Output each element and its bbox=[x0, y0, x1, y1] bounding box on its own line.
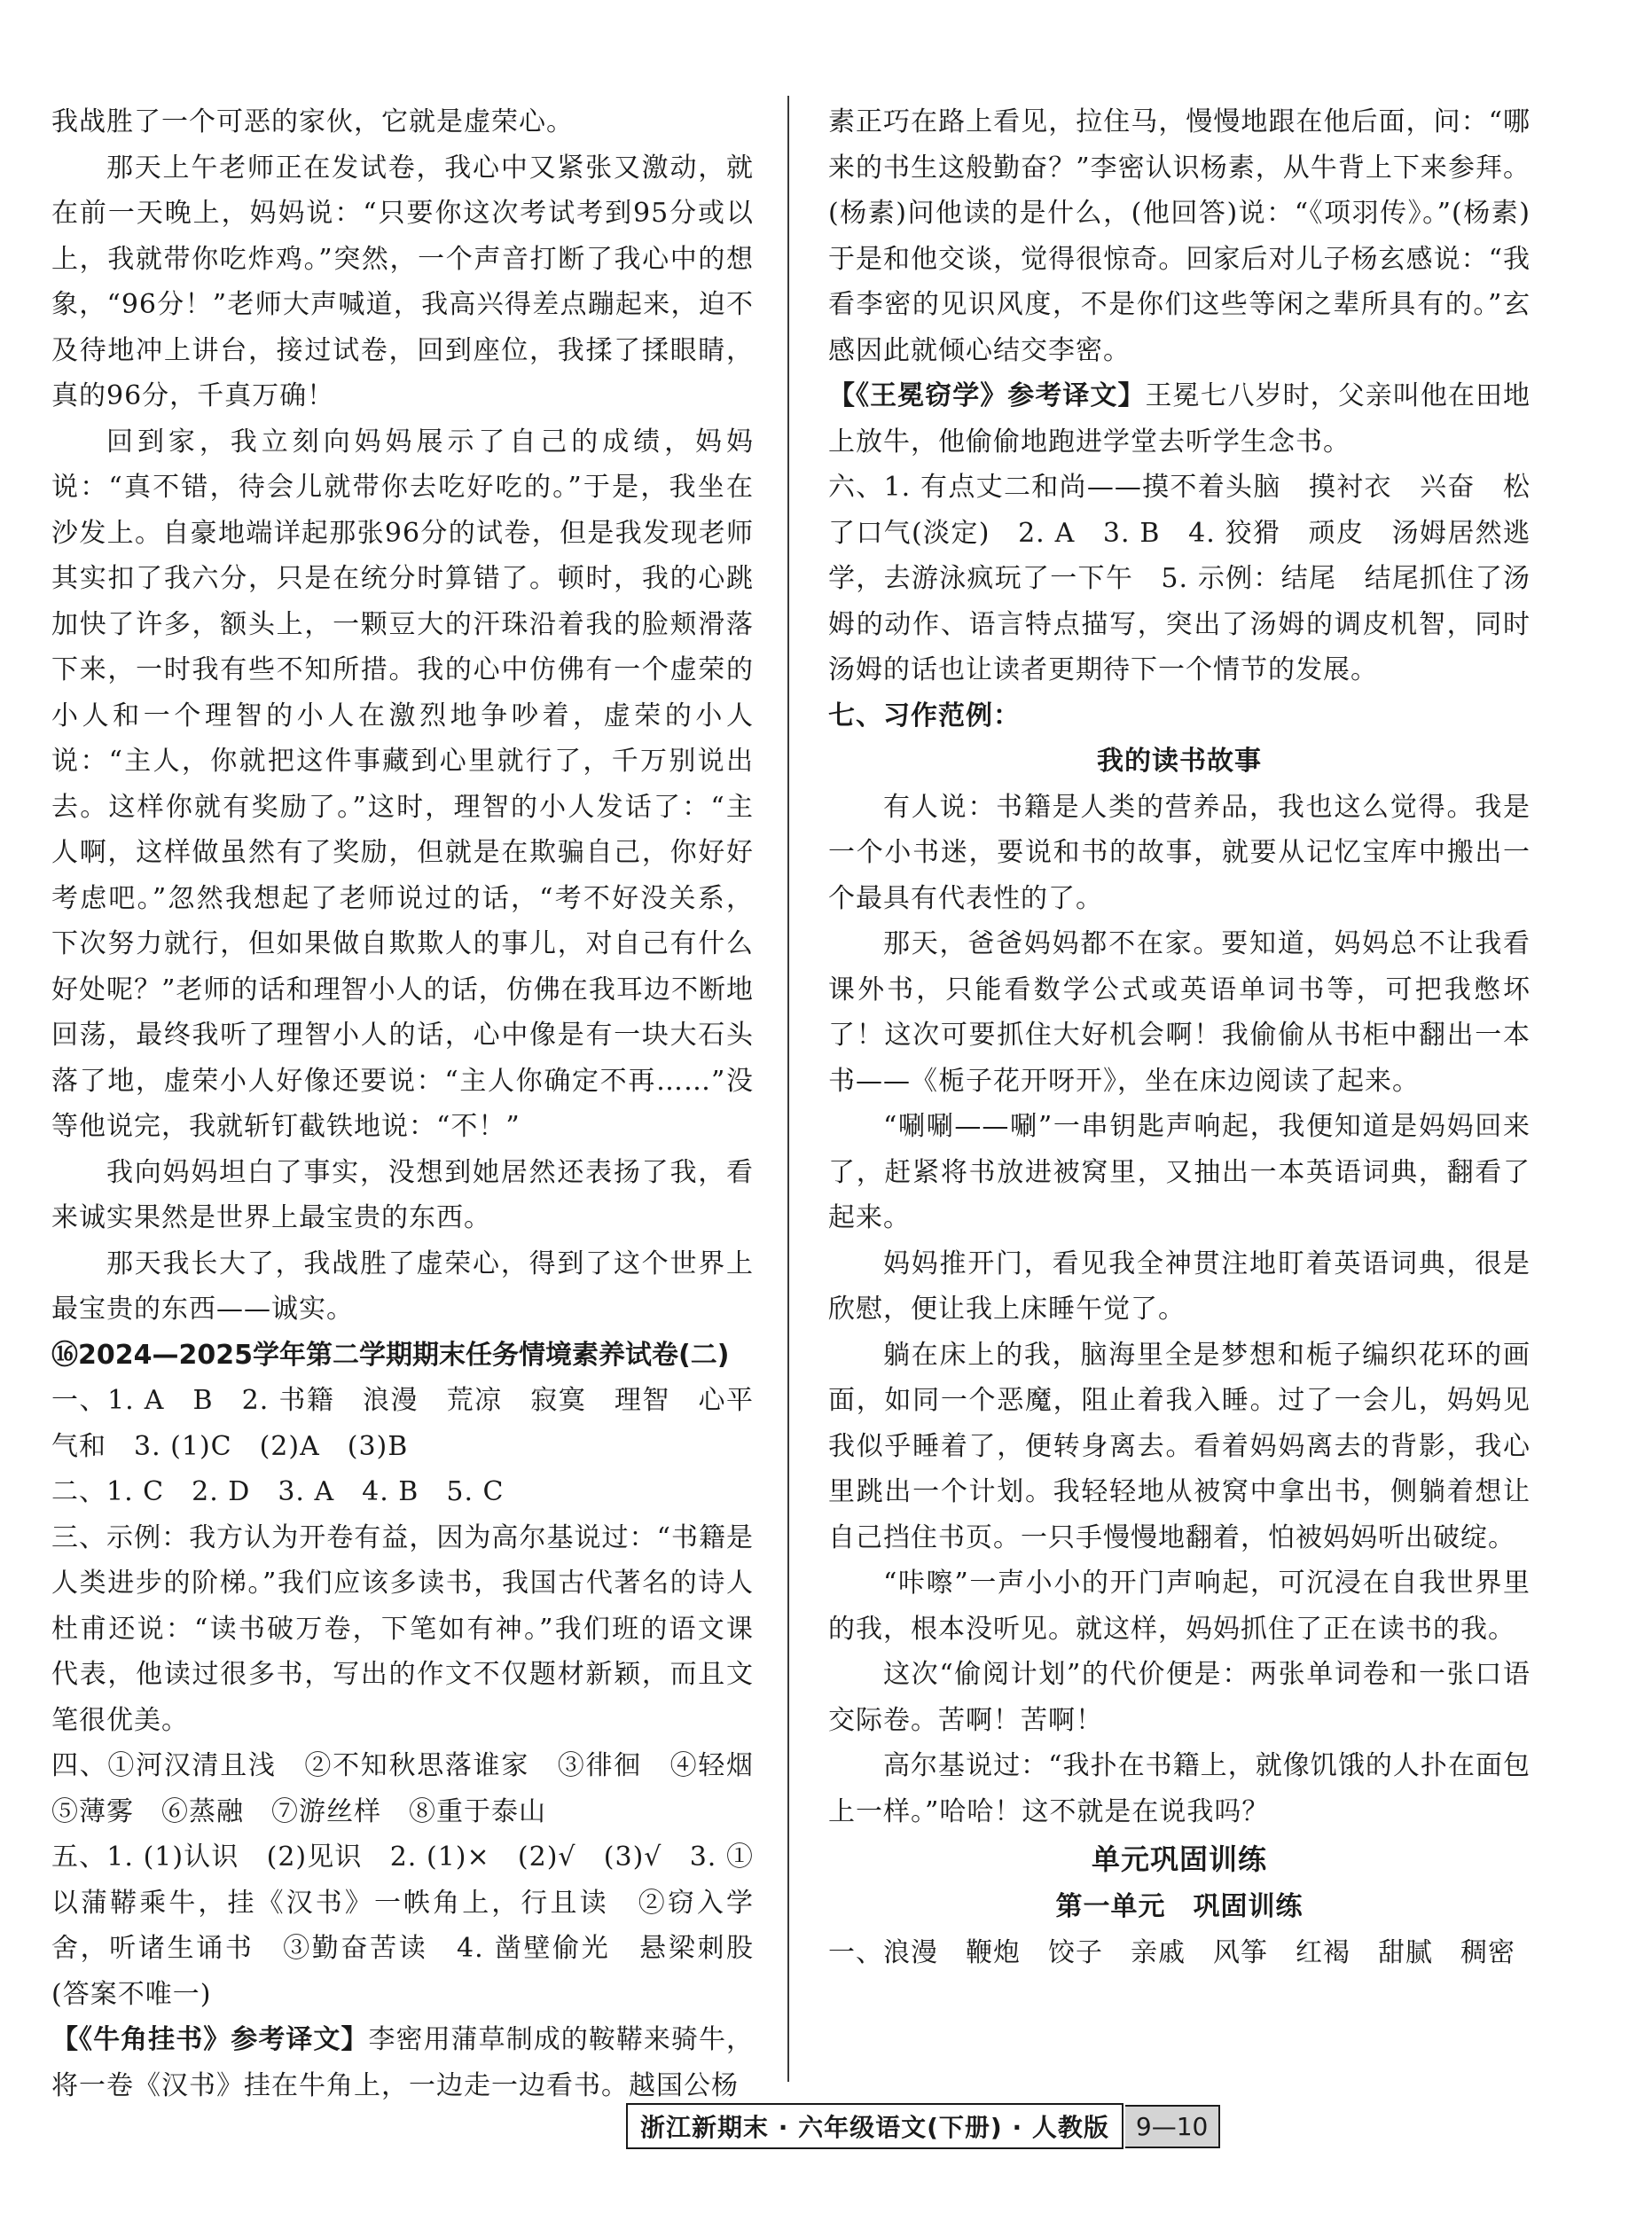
paragraph-text: 第一单元 巩固训练 bbox=[1055, 1891, 1304, 1922]
left-column-paragraph bbox=[51, 1150, 754, 1241]
column-divider bbox=[787, 96, 789, 2082]
paragraph-text: “唰唰——唰”一串钥匙声响起，我便知道是妈妈回来了，赶紧将书放进被窝里，又抽出一本英语词典，翻看了起来。 bbox=[828, 1111, 1531, 1233]
paragraph-text: ⑯2024—2025学年第二学期期末任务情境素养试卷(二) bbox=[51, 1339, 730, 1371]
paragraph-text: 有人说：书籍是人类的营养品，我也这么觉得。我是一个小书迷，要说和书的故事，就要从记忆宝库中搬出一个最具有代表性的了。 bbox=[828, 791, 1531, 914]
paragraph-text: 李密用蒲草制成的鞍鞯来骑牛，将一卷《汉书》挂在牛角上，一边走一边看书。越国公杨 bbox=[51, 2024, 755, 2101]
left-column-paragraph bbox=[51, 99, 754, 145]
left-column-paragraph bbox=[51, 1515, 754, 1744]
paragraph-text: 七、习作范例： bbox=[828, 700, 1021, 731]
right-column-paragraph bbox=[828, 921, 1531, 1104]
right-column-paragraph bbox=[828, 1333, 1531, 1561]
paragraph-text: 那天，爸爸妈妈都不在家。要知道，妈妈总不让我看课外书，只能看数学公式或英语单词书等，可把我憋坏了！这次可要抓住大好机会啊！我偷偷从书柜中翻出一本书——《栀子花开呀开》，坐在床边阅读了起来。 bbox=[828, 928, 1531, 1097]
right-column-paragraph bbox=[828, 99, 1531, 373]
paragraph-text: 素正巧在路上看见，拉住马，慢慢地跟在他后面，问：“哪来的书生这般勤奋？”李密认识杨素，从牛背上下来参拜。(杨素)问他读的是什么，(他回答)说：“《项羽传》。”(杨素)于是和他交谈，觉得很惊奇。回家后对儿子杨玄感说：“我看李密的见识风度，不是你们这些等闲之辈所具有的。”玄感因此就倾心结交李密。 bbox=[828, 106, 1531, 366]
left-column-paragraph bbox=[51, 1834, 754, 2017]
right-column-paragraph bbox=[828, 1930, 1531, 1976]
right-column-paragraph bbox=[828, 785, 1531, 922]
paragraph-text: 五、1. (1)认识 (2)见识 2. (1)× (2)√ (3)√ 3. ①以蒲鞯乘牛，挂《汉书》一帙角上，行且读 ②窃入学舍，听诸生诵书 ③勤奋苦读 4. 凿壁偷光 悬梁刺股(答案不唯一) bbox=[51, 1842, 754, 2010]
right-column-paragraph bbox=[828, 1560, 1531, 1652]
left-column-paragraph bbox=[51, 2017, 754, 2108]
right-column bbox=[828, 99, 1531, 1975]
paragraph-text: 高尔基说过：“我扑在书籍上，就像饥饿的人扑在面包上一样。”哈哈！这不就是在说我吗？ bbox=[828, 1750, 1531, 1827]
page-footer bbox=[626, 2101, 1220, 2151]
left-column-paragraph bbox=[51, 1241, 754, 1333]
translation-label: 【《牛角挂书》参考译文】 bbox=[51, 2024, 369, 2055]
paragraph-text: 我战胜了一个可恶的家伙，它就是虚荣心。 bbox=[51, 106, 574, 137]
page-numbers: 9—10 bbox=[1125, 2105, 1220, 2148]
book-title: 浙江新期末 · 六年级语文(下册) · 人教版 bbox=[626, 2103, 1124, 2149]
left-column bbox=[51, 99, 781, 2108]
paragraph-text: 妈妈推开门，看见我全神贯注地盯着英语词典，很是欣慰，便让我上床睡午觉了。 bbox=[828, 1247, 1531, 1325]
left-column-paragraph bbox=[51, 145, 754, 419]
paragraph-text: 这次“偷阅计划”的代价便是：两张单词卷和一张口语交际卷。苦啊！苦啊！ bbox=[828, 1659, 1531, 1736]
translation-label: 【《王冕窃学》参考译文】 bbox=[828, 380, 1146, 411]
right-column-paragraph bbox=[828, 1104, 1531, 1241]
paragraph-text: 一、1. A B 2. 书籍 浪漫 荒凉 寂寞 理智 心平气和 3. (1)C (2)A (3)B bbox=[51, 1385, 754, 1462]
left-column-paragraph bbox=[51, 1743, 781, 1834]
paragraph-text: 躺在床上的我，脑海里全是梦想和栀子编织花环的画面，如同一个恶魔，阻止着我入睡。过了一会儿，妈妈见我似乎睡着了，便转身离去。看着妈妈离去的背影，我心里跳出一个计划。我轻轻地从被窝中拿出书，侧躺着想让自己挡住书页。一只手慢慢地翻着，怕被妈妈听出破绽。 bbox=[828, 1339, 1531, 1553]
right-column-paragraph bbox=[828, 373, 1531, 465]
paragraph-text: 一、浪漫 鞭炮 饺子 亲戚 风筝 红褐 甜腻 稠密 bbox=[828, 1936, 1515, 1968]
paragraph-text: 六、1. 有点丈二和尚——摸不着头脑 摸衬衣 兴奋 松了口气(淡定) 2. A 3. B 4. 狡猾 顽皮 汤姆居然逃学，去游泳疯玩了一下午 5. 示例：结尾 结尾抓住了汤姆的动作、语言特点描写，突出了汤姆的调皮机智，同时汤姆的话也让读者更期待下一个情节的发展。 bbox=[828, 472, 1531, 685]
paragraph-text: 单元巩固训练 bbox=[1091, 1842, 1267, 1876]
paragraph-text: “咔嚓”一声小小的开门声响起，可沉浸在自我世界里的我，根本没听见。就这样，妈妈抓住了正在读书的我。 bbox=[828, 1568, 1531, 1645]
paragraph-text: 二、1. C 2. D 3. A 4. B 5. C bbox=[51, 1476, 505, 1507]
right-column-paragraph bbox=[828, 465, 1531, 693]
right-column-paragraph bbox=[828, 1743, 1531, 1834]
right-column-paragraph bbox=[828, 1241, 1531, 1333]
paragraph-text: 我的读书故事 bbox=[1097, 746, 1262, 777]
right-column-paragraph bbox=[828, 1884, 1531, 1930]
left-column-paragraph bbox=[51, 1469, 754, 1515]
paragraph-text: 王冕七八岁时，父亲叫他在田地上放牛，他偷偷地跑进学堂去听学生念书。 bbox=[828, 380, 1531, 457]
paragraph-text: 回到家，我立刻向妈妈展示了自己的成绩，妈妈说：“真不错，待会儿就带你去吃好吃的。”于是，我坐在沙发上。自豪地端详起那张96分的试卷，但是我发现老师其实扣了我六分，只是在统分时算错了。顿时，我的心跳加快了许多，额头上，一颗豆大的汗珠沿着我的脸颊滑落下来，一时我有些不知所措。我的心中仿佛有一个虚荣的小人和一个理智的小人在激烈地争吵着，虚荣的小人说：“主人，你就把这件事藏到心里就行了，千万别说出去。这样你就有奖励了。”这时，理智的小人发话了：“主人啊，这样做虽然有了奖励，但就是在欺骗自己，你好好考虑吧。”忽然我想起了老师说过的话，“考不好没关系，下次努力就行，但如果做自欺欺人的事儿，对自己有什么好处呢？”老师的话和理智小人的话，仿佛在我耳边不断地回荡，最终我听了理智小人的话，心中像是有一块大石头落了地，虚荣小人好像还要说：“主人你确定不再……”没等他说完，我就斩钉截铁地说：“不！” bbox=[51, 426, 754, 1142]
left-column-paragraph bbox=[51, 1333, 754, 1379]
paragraph-text: 四、①河汉清且浅 ②不知秋思落谁家 ③徘徊 ④轻烟 ⑤薄雾 ⑥蒸融 ⑦游丝样 ⑧重于泰山 bbox=[51, 1750, 781, 1827]
right-column-paragraph bbox=[828, 1834, 1531, 1884]
left-column-paragraph bbox=[51, 419, 754, 1150]
paragraph-text: 那天上午老师正在发试卷，我心中又紧张又激动，就在前一天晚上，妈妈说：“只要你这次考试考到95分或以上，我就带你吃炸鸡。”突然，一个声音打断了我心中的想象，“96分！”老师大声喊道，我高兴得差点蹦起来，迫不及待地冲上讲台，接过试卷，回到座位，我揉了揉眼睛，真的96分，千真万确！ bbox=[51, 152, 754, 411]
right-column-paragraph bbox=[828, 1652, 1531, 1743]
left-column-paragraph bbox=[51, 1378, 754, 1469]
paragraph-text: 那天我长大了，我战胜了虚荣心，得到了这个世界上最宝贵的东西——诚实。 bbox=[51, 1247, 754, 1325]
paragraph-text: 我向妈妈坦白了事实，没想到她居然还表扬了我，看来诚实果然是世界上最宝贵的东西。 bbox=[51, 1156, 754, 1233]
right-column-paragraph bbox=[828, 739, 1531, 785]
paragraph-text: 三、示例：我方认为开卷有益，因为高尔基说过：“书籍是人类进步的阶梯。”我们应该多读书，我国古代著名的诗人杜甫还说：“读书破万卷，下笔如有神。”我们班的语文课代表，他读过很多书，写出的作文不仅题材新颖，而且文笔很优美。 bbox=[51, 1521, 754, 1736]
right-column-paragraph bbox=[828, 693, 1531, 739]
